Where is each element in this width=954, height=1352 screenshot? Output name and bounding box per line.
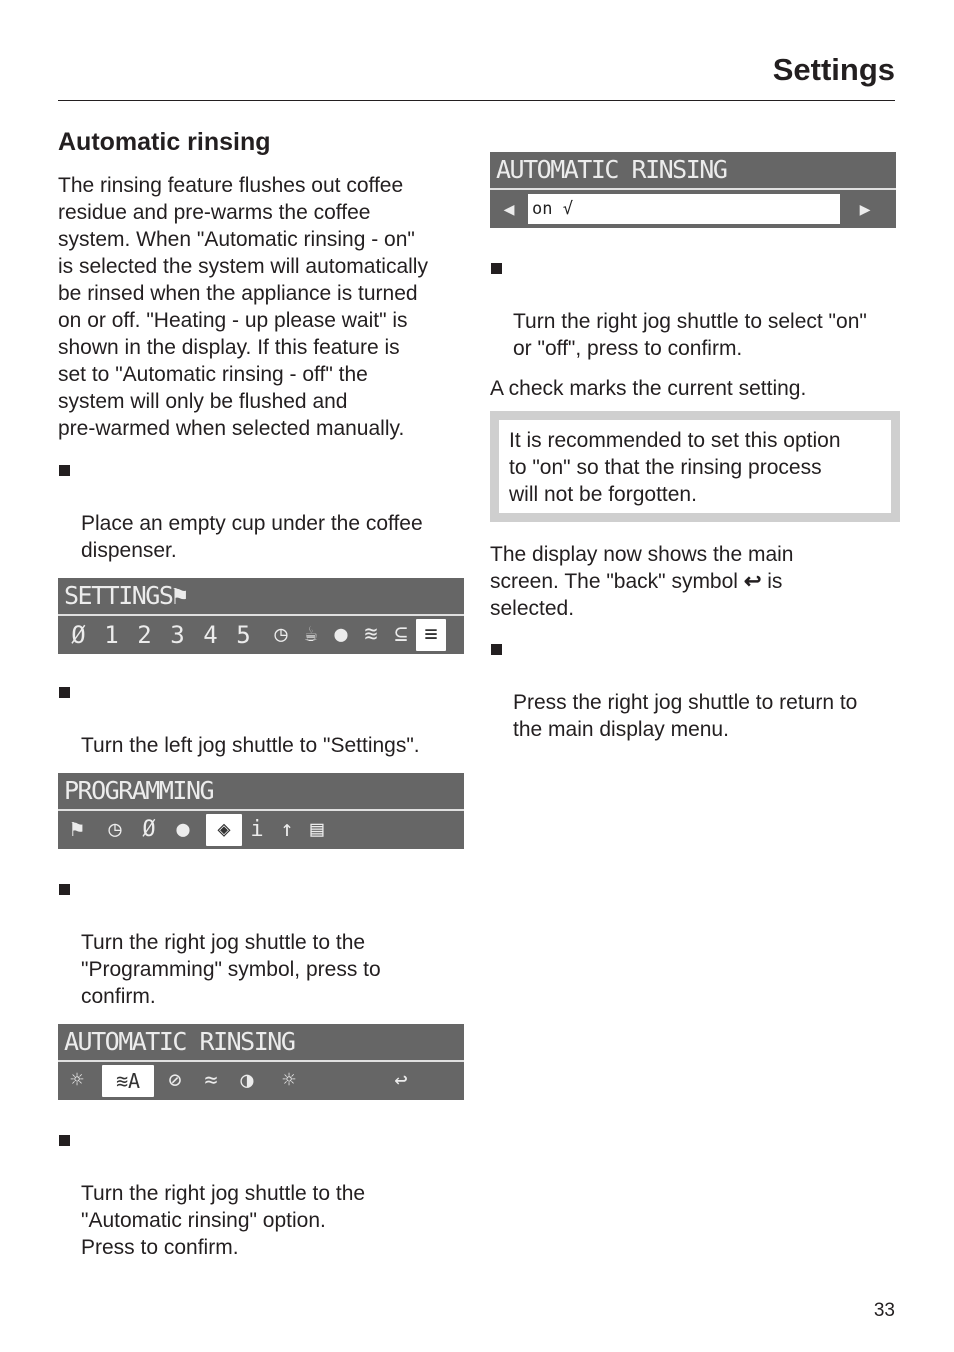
number-item: 4	[203, 621, 218, 649]
step-text: Turn the right jog shuttle to the "Programming" symbol, press to confirm.	[81, 931, 381, 1008]
zero-slash-icon: Ø	[71, 621, 86, 649]
display-title: AUTOMATIC RINSING	[58, 1024, 464, 1062]
info-icon: i	[250, 817, 264, 842]
bullet-square	[491, 644, 502, 655]
display-title: PROGRAMMING	[58, 773, 464, 811]
step-left-shuttle	[58, 678, 468, 759]
section-title: Automatic rinsing	[58, 128, 271, 156]
display-title	[58, 578, 464, 616]
check-text: A check marks the current setting.	[490, 377, 807, 400]
display-icon-row	[58, 811, 464, 849]
step-auto-rinse-option	[58, 1126, 468, 1261]
value-box	[528, 194, 840, 224]
back-symbol-icon: ↩	[743, 570, 762, 593]
rinse-icon: ⊆	[394, 622, 408, 647]
step-text: Turn the right jog shuttle to the "Automatic rinsing" option. Press to confirm.	[81, 1182, 366, 1259]
settings-display	[58, 578, 464, 654]
display-title: AUTOMATIC RINSING	[490, 152, 896, 190]
step-return-main	[490, 635, 900, 743]
no-rinse-icon: ⊘	[168, 1068, 182, 1093]
bullet-square	[59, 884, 70, 895]
auto-rinse-value-display	[490, 152, 896, 228]
flag-icon: ⚑	[70, 817, 84, 842]
bullet-square	[59, 1135, 70, 1146]
display-text	[490, 541, 900, 622]
programming-display	[58, 773, 464, 849]
contrast-icon: ◑	[240, 1068, 254, 1093]
left-arrow-icon: ◀	[503, 198, 515, 220]
display-value-row	[490, 190, 896, 228]
clock-icon: ◷	[108, 817, 122, 842]
display-icon-row	[58, 616, 464, 654]
back-arrow-icon: ↩	[394, 1068, 408, 1093]
brightness-icon: ☼	[282, 1068, 296, 1093]
display-icon-row	[58, 1062, 464, 1100]
number-item: 3	[170, 621, 185, 649]
programming-icon: ◈	[206, 814, 242, 846]
bullet-square	[59, 687, 70, 698]
header-divider	[58, 100, 895, 101]
tool-icon: ↑	[280, 817, 294, 842]
settings-sliders-icon: ≡	[416, 619, 446, 651]
value-text: on √	[532, 199, 573, 219]
page-header-title: Settings	[772, 52, 895, 87]
steam-icon: ≋	[364, 622, 378, 647]
right-column	[490, 152, 900, 743]
display-title-text: SETTINGS	[64, 581, 173, 610]
auto-rinse-menu-display	[58, 1024, 464, 1100]
number-item: 1	[104, 621, 119, 649]
left-column	[58, 126, 468, 1261]
step-text: Press the right jog shuttle to return to the main display menu.	[513, 691, 858, 741]
recommendation-note: It is recommended to set this option to "on" so that the rinsing process will not be forgotten.	[490, 411, 900, 522]
step-text: Turn the right jog shuttle to select "on" or "off", press to confirm.	[513, 310, 867, 360]
cup-icon: ☕	[304, 622, 318, 647]
display-text-before: The display now shows the main screen. The "back" symbol	[490, 543, 794, 593]
number-item: 2	[137, 621, 152, 649]
number-item: 5	[236, 621, 251, 649]
intro-paragraph: The rinsing feature flushes out coffee residue and pre-warms the coffee system. When "Automatic rinsing - on" is selected the system will automatically be rinsed when the appliance is turned on or off. "Heating - up please wait" is shown in the display. If this feature is set to "Automatic rinsing - off" the system will only be flushed and pre-warmed when selected manually.	[58, 174, 428, 440]
step-programming	[58, 875, 468, 1010]
sun-icon: ☼	[70, 1068, 84, 1093]
person-icon: ●	[176, 817, 190, 842]
page-number: 33	[873, 1300, 895, 1321]
display-text-after: is selected.	[490, 570, 783, 620]
step-text: Place an empty cup under the coffee dispenser.	[81, 512, 423, 562]
zero-slash-icon: Ø	[142, 817, 156, 842]
flag-icon: ⚑	[172, 581, 186, 610]
person-icon: ●	[334, 622, 348, 647]
step-text: Turn the left jog shuttle to "Settings".	[81, 734, 420, 757]
water-hardness-icon: ≈	[204, 1068, 218, 1093]
bullet-square	[59, 465, 70, 476]
timer-icon: ◷	[274, 622, 288, 647]
right-arrow-icon: ▶	[859, 198, 871, 220]
step-place-cup	[58, 456, 468, 564]
factory-icon: ▤	[310, 817, 324, 842]
auto-rinse-icon: ≋A	[102, 1065, 154, 1097]
bullet-square	[491, 263, 502, 274]
step-select-on-off	[490, 254, 900, 362]
